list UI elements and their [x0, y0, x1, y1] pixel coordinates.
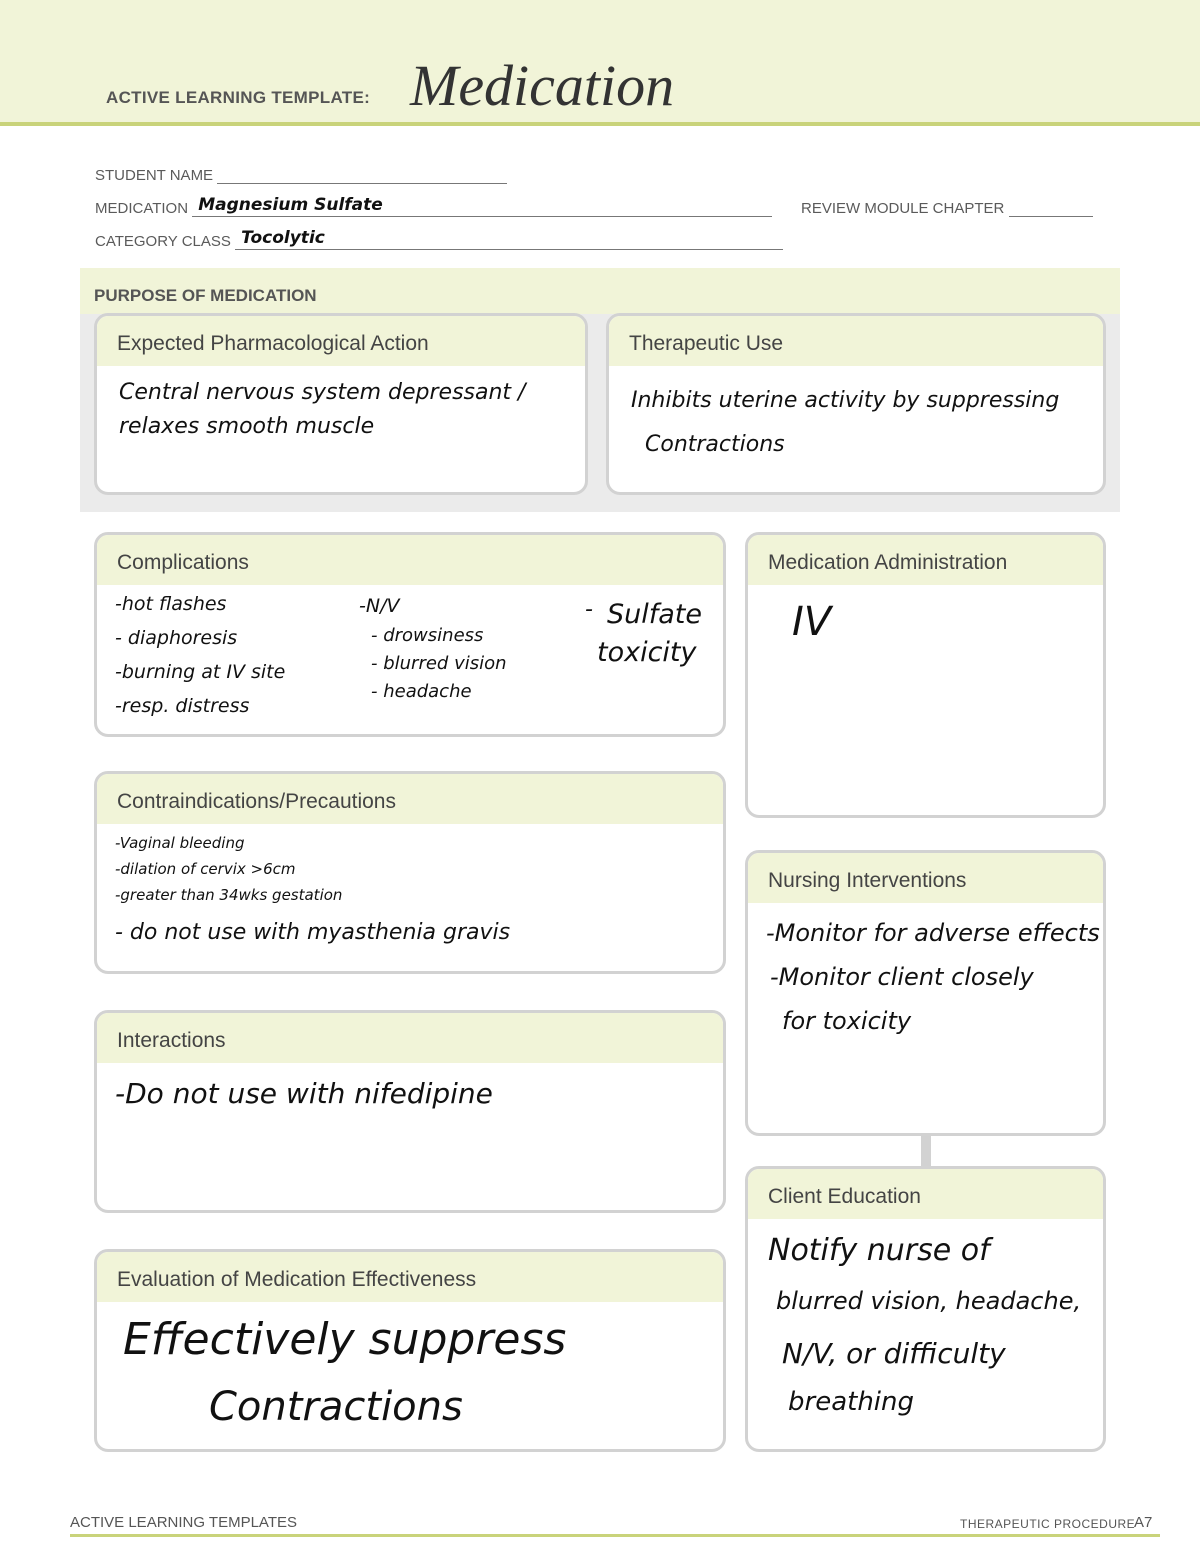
therapeutic-use-box [606, 313, 1106, 495]
answer-line: -Monitor for adverse effects [766, 919, 1100, 947]
answer-line: -Do not use with nifedipine [115, 1077, 493, 1110]
header-band [0, 0, 1200, 126]
answer-line: -N/V [359, 595, 400, 617]
answer-line: -burning at IV site [115, 661, 286, 683]
nursing-interventions-title: Nursing Interventions [768, 869, 967, 892]
footer-left: ACTIVE LEARNING TEMPLATES [70, 1514, 297, 1531]
complications-box [94, 532, 726, 737]
review-module-field [801, 198, 1093, 217]
expected-action-box [94, 313, 588, 495]
administration-box [745, 532, 1106, 818]
nursing-interventions-answer[interactable] [766, 909, 1100, 1125]
student-name-input[interactable] [217, 165, 507, 184]
complications-answer[interactable] [115, 591, 711, 726]
contraindications-title: Contraindications/Precautions [117, 790, 396, 813]
answer-line: -greater than 34wks gestation [115, 886, 343, 904]
answer-line: N/V, or difficulty [782, 1337, 1006, 1370]
expected-action-title: Expected Pharmacological Action [117, 332, 429, 355]
nursing-interventions-box [745, 850, 1106, 1136]
student-name-label: STUDENT NAME [95, 167, 214, 184]
purpose-title: PURPOSE OF MEDICATION [94, 286, 317, 305]
complications-title: Complications [117, 551, 249, 574]
footer-divider [70, 1534, 1160, 1537]
client-education-box [745, 1166, 1106, 1452]
footer-right: THERAPEUTIC PROCEDURE [960, 1517, 1136, 1531]
contraindications-answer[interactable] [115, 830, 711, 963]
answer-line: Effectively suppress [123, 1314, 567, 1365]
answer-line: -hot flashes [115, 593, 227, 615]
evaluation-box [94, 1249, 726, 1452]
contraindications-box [94, 771, 726, 974]
answer-line: breathing [788, 1387, 915, 1417]
client-education-title: Client Education [768, 1185, 921, 1208]
answer-line: -resp. distress [115, 695, 250, 717]
page-title: Medication [410, 53, 675, 118]
interactions-box [94, 1010, 726, 1213]
medication-label: MEDICATION [95, 200, 189, 217]
answer-line: -dilation of cervix >6cm [115, 860, 296, 878]
answer-line: IV [792, 599, 832, 645]
answer-line: - blurred vision [371, 653, 507, 674]
answer-line: Central nervous system depressant / [119, 380, 526, 405]
answer-line: Contractions [645, 432, 785, 457]
review-module-label: REVIEW MODULE CHAPTER [801, 200, 1005, 217]
category-class-label: CATEGORY CLASS [95, 233, 231, 250]
answer-line: -Monitor client closely [770, 963, 1034, 991]
evaluation-answer[interactable] [115, 1308, 711, 1441]
administration-answer[interactable] [766, 591, 1091, 807]
answer-line: Sulfate [607, 599, 703, 630]
administration-title: Medication Administration [768, 551, 1008, 574]
category-class-value: Tocolytic [241, 228, 325, 248]
answer-line: - headache [371, 681, 472, 702]
therapeutic-use-title: Therapeutic Use [629, 332, 784, 355]
medication-value: Magnesium Sulfate [198, 195, 383, 215]
evaluation-title: Evaluation of Medication Effectiveness [117, 1268, 477, 1291]
expected-action-answer[interactable] [115, 372, 573, 484]
template-label: ACTIVE LEARNING TEMPLATE: [106, 88, 371, 107]
client-education-answer[interactable] [766, 1225, 1091, 1441]
student-name-field [95, 165, 507, 184]
purpose-header [80, 268, 1120, 314]
answer-line: blurred vision, headache, [776, 1287, 1082, 1315]
medication-field [95, 195, 772, 217]
answer-line: Contractions [209, 1384, 463, 1430]
category-class-field [95, 228, 783, 250]
answer-dash: - [585, 597, 593, 622]
box-connector [921, 1134, 931, 1166]
answer-line: - do not use with myasthenia gravis [115, 920, 511, 945]
page-number: A7 [1134, 1514, 1153, 1531]
answer-line: Inhibits uterine activity by suppressing [631, 388, 1060, 413]
category-class-input[interactable] [235, 228, 783, 250]
answer-line: -Vaginal bleeding [115, 834, 245, 852]
answer-line: toxicity [597, 637, 697, 668]
interactions-title: Interactions [117, 1029, 226, 1052]
answer-line: - drowsiness [371, 625, 484, 646]
answer-line: - diaphoresis [115, 627, 238, 649]
therapeutic-use-answer[interactable] [627, 372, 1091, 484]
medication-input[interactable] [192, 195, 772, 217]
answer-line: for toxicity [782, 1007, 912, 1035]
review-module-input[interactable] [1009, 198, 1093, 217]
answer-line: relaxes smooth muscle [119, 414, 375, 439]
answer-line: Notify nurse of [768, 1233, 990, 1268]
interactions-answer[interactable] [115, 1069, 711, 1202]
